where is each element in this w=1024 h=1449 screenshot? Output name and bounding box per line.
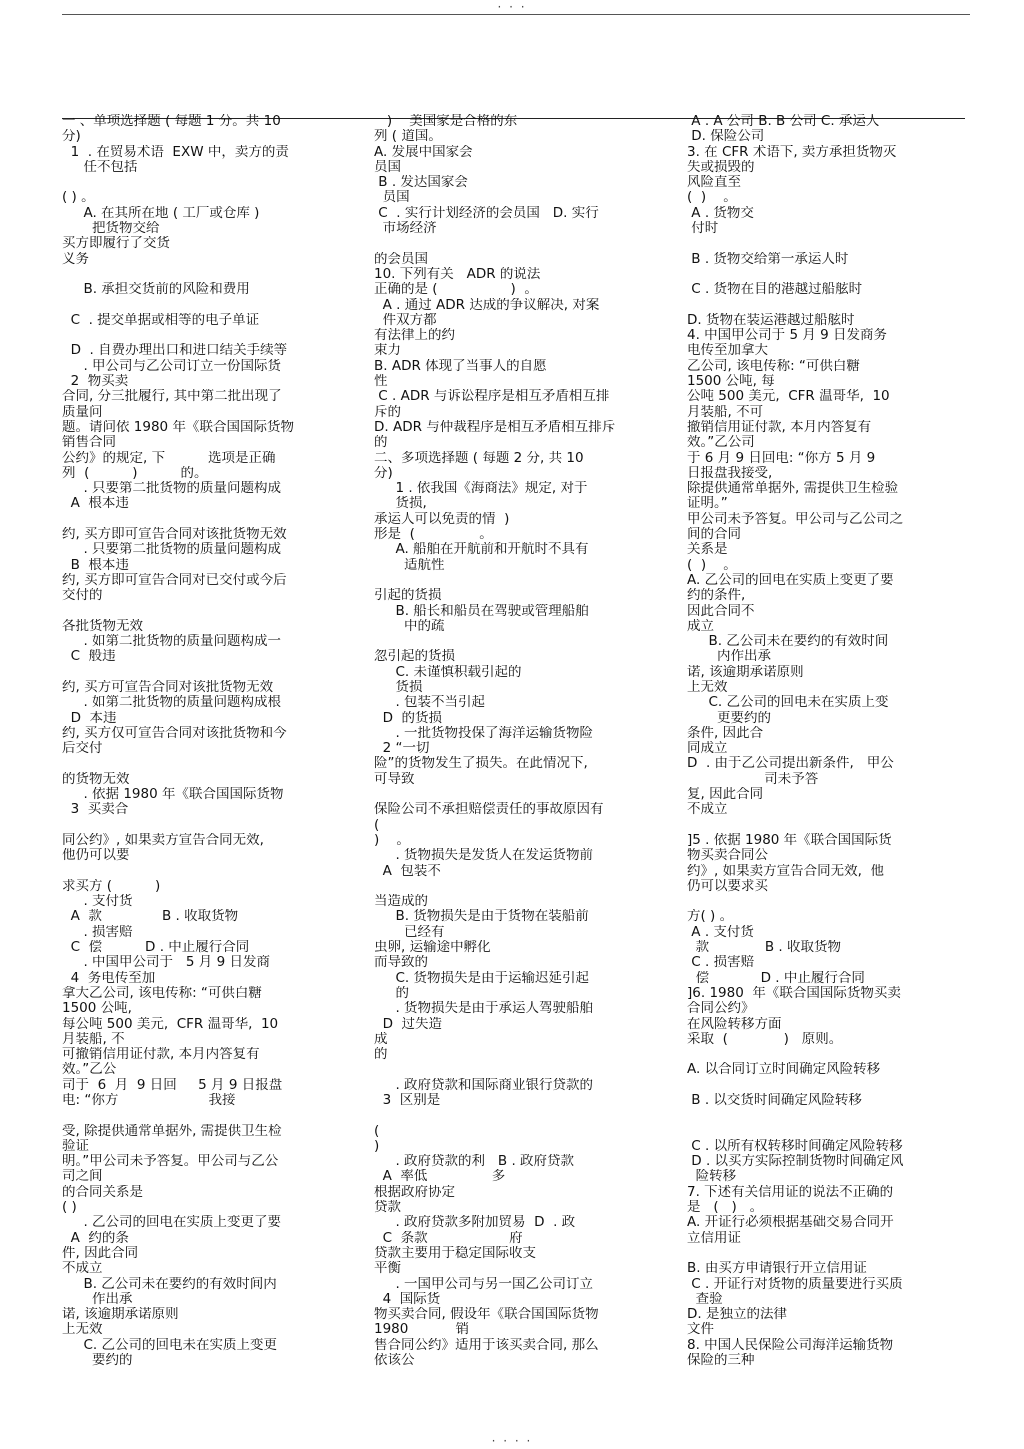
text-line bbox=[374, 236, 668, 251]
text-line: . 支付货 bbox=[62, 894, 133, 910]
text-line: 仍可以要求买 bbox=[687, 878, 768, 894]
text-line: 后交付 bbox=[62, 741, 103, 757]
text-line: ( bbox=[374, 817, 380, 833]
text-line: . 包装不当引起 bbox=[374, 695, 486, 711]
text-line: B. 乙公司未在要约的有效时间 bbox=[687, 634, 889, 650]
text-line: A 约的条 bbox=[62, 1230, 129, 1246]
text-line: 受, 除提供通常单据外, 需提供卫生检 bbox=[62, 1123, 282, 1139]
text-line: . 只要第二批货物的质量问题构成 bbox=[62, 542, 282, 558]
text-line: . 一国甲公司与另一国乙公司订立 bbox=[374, 1276, 594, 1292]
text-line: 的会员国 bbox=[374, 251, 428, 267]
text-line: 当造成的 bbox=[374, 894, 428, 910]
text-line: 效。”乙公 bbox=[62, 1062, 117, 1078]
text-line: 斥的 bbox=[374, 404, 401, 420]
text-line bbox=[687, 1047, 970, 1062]
text-line: C . 以所有权转移时间确定风险转移 bbox=[687, 1138, 903, 1154]
text-line: . 如第二批货物的质量问题构成根 bbox=[62, 695, 282, 711]
text-line: . 货物损失是由于承运人驾驶船舶 bbox=[374, 1001, 594, 1017]
text-line: 约的条件, bbox=[687, 588, 746, 604]
text-line: D 本违 bbox=[62, 710, 117, 726]
column-middle bbox=[374, 114, 668, 1368]
text-line: 日报盘我接受, bbox=[687, 465, 773, 481]
text-line: 约, 买方仅可宣告合同对该批货物和今 bbox=[62, 725, 287, 741]
text-line: 束力 bbox=[374, 343, 401, 359]
text-line: 复, 因此合同 bbox=[687, 787, 764, 803]
text-line: D. 是独立的法律 bbox=[687, 1307, 787, 1323]
text-line: 查验 bbox=[687, 1291, 723, 1307]
text-line: B. 由买方申请银行开立信用证 bbox=[687, 1261, 867, 1277]
text-line: ( ) 。 bbox=[687, 190, 737, 206]
text-line: 引起的货损 bbox=[374, 588, 442, 604]
text-line: D. 保险公司 bbox=[687, 129, 765, 145]
text-line: 明。”甲公司未予答复。甲公司与乙公 bbox=[62, 1154, 279, 1170]
text-line: 3. 在 CFR 术语下, 卖方承担货物灭 bbox=[687, 144, 897, 160]
text-line: 任不包括 bbox=[62, 159, 138, 175]
text-line: C. 货物损失是由于运输迟延引起 bbox=[374, 970, 589, 986]
text-line: 售合同公约》适用于该买卖合同, 那么 bbox=[374, 1337, 599, 1353]
text-line: D. ADR 与仲裁程序是相互矛盾相互排斥 bbox=[374, 419, 616, 435]
text-line bbox=[687, 1108, 970, 1123]
text-line: 保险的三种 bbox=[687, 1353, 755, 1369]
text-line: 险转移 bbox=[687, 1169, 737, 1185]
text-line: B. 货物损失是由于货物在装船前 bbox=[374, 909, 589, 925]
text-line: 内作出承 bbox=[687, 649, 772, 665]
text-line: 性 bbox=[374, 374, 388, 390]
text-line: ( ) 。 bbox=[62, 190, 95, 206]
text-line: ( ) bbox=[62, 1200, 77, 1216]
text-line: 成 bbox=[374, 1031, 388, 1047]
text-line: C 偿 D . 中止履行合同 bbox=[62, 940, 250, 956]
text-line bbox=[62, 864, 357, 879]
text-line: 公吨 500 美元, CFR 温哥华, 10 bbox=[687, 389, 890, 405]
text-line: 约, 买方即可宣告合同对该批货物无效 bbox=[62, 527, 287, 543]
text-line: B. ADR 体现了当事人的自愿 bbox=[374, 358, 547, 374]
text-line: 列 ( ) 的。 bbox=[62, 465, 208, 481]
text-line: . 政府贷款和国际商业银行贷款的 bbox=[374, 1077, 594, 1093]
text-line: 义务 bbox=[62, 251, 89, 267]
text-line: C. 乙公司的回电未在实质上变 bbox=[687, 695, 889, 711]
text-line: 约, 买方可宣告合同对该批货物无效 bbox=[62, 679, 274, 695]
text-line: C . 提交单据或相等的电子单证 bbox=[62, 312, 260, 328]
header-rule bbox=[62, 14, 970, 15]
text-line: 的货物无效 bbox=[62, 771, 130, 787]
text-line bbox=[62, 818, 357, 833]
text-line: 根据政府协定 bbox=[374, 1184, 455, 1200]
text-line: 依该公 bbox=[374, 1353, 415, 1369]
text-line: 有法律上的约 bbox=[374, 328, 455, 344]
text-line: 1500 公吨, 每 bbox=[687, 374, 775, 390]
text-line: 适航性 bbox=[374, 557, 445, 573]
text-line bbox=[687, 1124, 970, 1139]
text-line bbox=[687, 894, 970, 909]
text-line: 各批货物无效 bbox=[62, 618, 143, 634]
text-line: C 般违 bbox=[62, 649, 116, 665]
text-line bbox=[62, 328, 357, 343]
text-line: . 甲公司与乙公司订立一份国际货 bbox=[62, 358, 282, 374]
text-line bbox=[62, 604, 357, 619]
text-line: 保险公司不承担赔偿责任的事故原因有 bbox=[374, 802, 604, 818]
text-line: 一 、单项选择题 ( 每题 1 分。共 10 bbox=[62, 114, 281, 129]
text-line: 条件, 因此合 bbox=[687, 725, 764, 741]
text-line: 2 “一切 bbox=[374, 741, 430, 757]
text-line: 10. 下列有关 ADR 的说法 bbox=[374, 266, 541, 282]
text-line: 款 B . 收取货物 bbox=[687, 940, 842, 956]
text-line: 司之间 bbox=[62, 1169, 103, 1185]
text-line: 可导致 bbox=[374, 771, 415, 787]
text-line: C 条款 府 bbox=[374, 1230, 523, 1246]
text-line bbox=[62, 756, 357, 771]
text-line: 中的疏 bbox=[374, 618, 445, 634]
header-dots: · · · bbox=[497, 0, 527, 14]
text-line bbox=[62, 512, 357, 527]
text-line: 合同公约》 bbox=[687, 1001, 755, 1017]
text-line: 分) bbox=[62, 129, 81, 145]
text-line: 已经有 bbox=[374, 924, 445, 940]
text-line: 分) bbox=[374, 465, 393, 481]
text-line bbox=[687, 818, 970, 833]
text-line: 买方即履行了交货 bbox=[62, 236, 170, 252]
text-line: 验证 bbox=[62, 1138, 89, 1154]
text-line: 7. 下述有关信用证的说法不正确的 bbox=[687, 1184, 894, 1200]
text-line: 作出承 bbox=[62, 1291, 133, 1307]
text-line bbox=[374, 1062, 668, 1077]
text-line: 关系是 bbox=[687, 542, 728, 558]
text-line: 付时 bbox=[687, 221, 719, 237]
text-line: 采取 ( ) 原则。 bbox=[687, 1031, 843, 1047]
text-line: 电: “你方 我接 bbox=[62, 1093, 236, 1108]
text-line: 贷款主要用于稳定国际收支 bbox=[374, 1245, 536, 1261]
text-line: 形是 ( 。 bbox=[374, 527, 493, 543]
text-line bbox=[687, 1246, 970, 1261]
text-line: A. 发展中国家会 bbox=[374, 144, 473, 160]
text-line: 把货物交给 bbox=[62, 221, 160, 237]
text-line: 诺, 该逾期承诺原则 bbox=[687, 664, 804, 680]
text-line: 件双方都 bbox=[374, 312, 437, 328]
text-line: A . 货物交 bbox=[687, 205, 754, 221]
text-line: B . 以交货时间确定风险转移 bbox=[687, 1093, 862, 1108]
text-line: ) 。 bbox=[374, 832, 410, 848]
text-line bbox=[62, 665, 357, 680]
text-line: 求买方 ( ) bbox=[62, 878, 161, 894]
text-line bbox=[687, 298, 970, 313]
text-line: . 一批货物投保了海洋运输货物险 bbox=[374, 725, 594, 741]
text-line: 方( ) 。 bbox=[687, 909, 734, 925]
text-line: 他仍可以要 bbox=[62, 848, 130, 864]
text-line: 更要约的 bbox=[687, 710, 772, 726]
text-line: C. 乙公司的回电未在实质上变更 bbox=[62, 1337, 277, 1353]
text-line: 承运人可以免责的情 ) bbox=[374, 511, 510, 527]
text-line: . 货物损失是发货人在发运货物前 bbox=[374, 848, 594, 864]
text-line: 不成立 bbox=[62, 1261, 103, 1277]
text-line: 1500 公吨, bbox=[62, 1001, 132, 1017]
text-line: A. 以合同订立时间确定风险转移 bbox=[687, 1062, 881, 1078]
text-line: D. 货物在装运港越过船舷时 bbox=[687, 312, 855, 328]
text-line bbox=[62, 175, 357, 190]
text-line: C. 未谨慎积载引起的 bbox=[374, 664, 522, 680]
text-line: 公约》的规定, 下 选项是正确 bbox=[62, 450, 276, 466]
text-line: 甲公司未予答复。甲公司与乙公司之 bbox=[687, 511, 903, 527]
text-line: 间的合同 bbox=[687, 527, 741, 543]
text-line: C . 实行计划经济的会员国 D. 实行 bbox=[374, 205, 599, 221]
text-line: 物买卖合同, 假设年《联合国国际货物 bbox=[374, 1307, 599, 1323]
text-line: D 过失造 bbox=[374, 1016, 443, 1032]
text-line bbox=[62, 1108, 357, 1123]
text-line: 平衡 bbox=[374, 1261, 401, 1277]
text-line: 同公约》, 如果卖方宣告合同无效, bbox=[62, 832, 264, 848]
text-line: 上无效 bbox=[62, 1322, 103, 1338]
text-line: B . 货物交给第一承运人时 bbox=[687, 251, 849, 267]
text-line: 是 ( ) 。 bbox=[687, 1200, 764, 1216]
text-line: B. 乙公司未在要约的有效时间内 bbox=[62, 1276, 277, 1292]
text-line: 不成立 bbox=[687, 802, 728, 818]
text-line: 成立 bbox=[687, 618, 714, 634]
text-line: 效。”乙公司 bbox=[687, 435, 755, 451]
text-line: A . A 公司 B. B 公司 C. 承运人 bbox=[687, 114, 880, 129]
text-line: A 款 B . 收取货物 bbox=[62, 909, 239, 925]
text-line: C . ADR 与诉讼程序是相互矛盾相互排 bbox=[374, 389, 610, 405]
text-line: B. 船长和船员在驾驶或管理船舶 bbox=[374, 603, 589, 619]
text-line: . 如第二批货物的质量问题构成一 bbox=[62, 634, 282, 650]
text-line: 约》, 如果卖方宣告合同无效, 他 bbox=[687, 863, 884, 879]
text-line: 3 区别是 bbox=[374, 1093, 441, 1108]
text-line: 员国 bbox=[374, 159, 401, 175]
text-line: 除提供通常单据外, 需提供卫生检验 bbox=[687, 481, 899, 497]
text-line: 因此合同不 bbox=[687, 603, 755, 619]
text-line: 立信用证 bbox=[687, 1230, 741, 1246]
text-line: 市场经济 bbox=[374, 221, 437, 237]
text-line: 销售合同 bbox=[62, 435, 116, 451]
text-line: 正确的是 ( ) 。 bbox=[374, 282, 538, 298]
text-line: A. 船舶在开航前和开航时不具有 bbox=[374, 542, 589, 558]
text-line: 列 ( 道国。 bbox=[374, 129, 442, 145]
text-line: D . 以买方实际控制货物时间确定风 bbox=[687, 1154, 904, 1170]
text-line: 险”的货物发生了损失。在此情况下, bbox=[374, 756, 588, 772]
text-line bbox=[374, 634, 668, 649]
text-line: 贷款 bbox=[374, 1200, 401, 1216]
text-line: A. 在其所在地 ( 工厂或仓库 ) bbox=[62, 205, 260, 221]
text-line: B 根本违 bbox=[62, 557, 129, 573]
text-line: 合同, 分三批履行, 其中第二批出现了 bbox=[62, 389, 282, 405]
text-line bbox=[687, 1078, 970, 1093]
text-line: ) 美国家是合格的东 bbox=[374, 114, 518, 129]
text-line: C . 货物在目的港越过船舷时 bbox=[687, 282, 863, 298]
text-line bbox=[374, 573, 668, 588]
text-line: 的 bbox=[374, 435, 388, 451]
text-line: 乙公司, 该电传称: “可供白糖 bbox=[687, 358, 860, 374]
text-line: . 乙公司的回电在实质上变更了要 bbox=[62, 1215, 282, 1231]
text-line: 可撤销信用证付款, 本月内答复有 bbox=[62, 1047, 260, 1063]
text-line: 失或损毁的 bbox=[687, 159, 755, 175]
text-line: 物买卖合同公 bbox=[687, 848, 768, 864]
text-line: 在风险转移方面 bbox=[687, 1016, 782, 1032]
text-line: ]6. 1980 年《联合国国际货物买卖 bbox=[687, 985, 901, 1001]
text-line: D . 由于乙公司提出新条件, 甲公 bbox=[687, 756, 894, 772]
text-line bbox=[374, 1108, 668, 1123]
text-line: 同成立 bbox=[687, 741, 728, 757]
text-line: 电传至加拿大 bbox=[687, 343, 768, 359]
text-line: 1980 销 bbox=[374, 1322, 470, 1338]
text-line: 题。请问依 1980 年《联合国国际货物 bbox=[62, 419, 294, 435]
text-line: 诺, 该逾期承诺原则 bbox=[62, 1307, 179, 1323]
footer-dots: · · · · bbox=[491, 1434, 533, 1448]
text-line: B . 发达国家会 bbox=[374, 175, 468, 191]
text-line: 的合同关系是 bbox=[62, 1184, 143, 1200]
text-line: C . 损害赔 bbox=[687, 955, 755, 971]
text-line: . 只要第二批货物的质量问题构成 bbox=[62, 481, 282, 497]
text-line: ( ) 。 bbox=[687, 557, 737, 573]
text-line: 约, 买方即可宣告合同对已交付或今后 bbox=[62, 572, 287, 588]
text-line bbox=[62, 298, 357, 313]
text-line: 3 买卖合 bbox=[62, 802, 129, 818]
text-line: 件, 因此合同 bbox=[62, 1245, 139, 1261]
text-line: 每公吨 500 美元, CFR 温哥华, 10 bbox=[62, 1016, 279, 1032]
text-line: D . 自费办理出口和进口结关手续等 bbox=[62, 343, 288, 359]
text-line: D 的货损 bbox=[374, 710, 443, 726]
text-line: A 率低 多 bbox=[374, 1169, 506, 1185]
text-line bbox=[62, 267, 357, 282]
text-line: . 政府贷款多附加贸易 D . 政 bbox=[374, 1215, 576, 1231]
text-line: 忽引起的货损 bbox=[374, 649, 455, 665]
text-line bbox=[374, 787, 668, 802]
text-line bbox=[687, 267, 970, 282]
text-line: 证明。” bbox=[687, 496, 728, 512]
text-line: A . 通过 ADR 达成的争议解决, 对案 bbox=[374, 297, 600, 313]
text-line: A. 乙公司的回电在实质上变更了要 bbox=[687, 572, 894, 588]
text-line: 月装船, 不可 bbox=[687, 404, 764, 420]
text-line bbox=[374, 879, 668, 894]
text-line: . 依据 1980 年《联合国国际货物 bbox=[62, 787, 284, 803]
text-line: ) bbox=[374, 1138, 380, 1154]
text-line: 虫卵, 运输途中孵化 bbox=[374, 940, 491, 956]
text-line: 员国 bbox=[374, 190, 410, 206]
text-line: 而导致的 bbox=[374, 955, 428, 971]
text-line: ( bbox=[374, 1123, 380, 1139]
text-line: 撤销信用证付款, 本月内答复有 bbox=[687, 419, 872, 435]
column-left bbox=[62, 114, 357, 1368]
text-line: 货损, bbox=[374, 496, 427, 512]
text-line: A . 支付货 bbox=[687, 924, 754, 940]
text-line: 司未予答 bbox=[687, 771, 819, 787]
text-line: 二、多项选择题 ( 每题 2 分, 共 10 bbox=[374, 450, 584, 466]
text-line: 文件 bbox=[687, 1322, 714, 1338]
text-line: 风险直至 bbox=[687, 175, 741, 191]
text-line: 4 国际货 bbox=[374, 1291, 441, 1307]
text-line: 4. 中国甲公司于 5 月 9 日发商务 bbox=[687, 328, 888, 344]
text-line: . 政府贷款的利 B . 政府贷款 bbox=[374, 1154, 575, 1170]
text-line: 月装船, 不 bbox=[62, 1031, 125, 1047]
text-line: 要约的 bbox=[62, 1353, 133, 1369]
text-line: 上无效 bbox=[687, 679, 728, 695]
text-line: . 中国甲公司于 5 月 9 日发商 bbox=[62, 955, 270, 971]
text-line: 偿 D . 中止履行合同 bbox=[687, 970, 865, 986]
text-line: ]5 . 依据 1980 年《联合国国际货 bbox=[687, 832, 892, 848]
column-right bbox=[687, 114, 970, 1368]
text-line: 司于 6 月 9 日回 5 月 9 日报盘 bbox=[62, 1077, 283, 1093]
text-line: A 根本违 bbox=[62, 496, 129, 512]
text-line: 4 务电传至加 bbox=[62, 970, 156, 986]
text-line: 交付的 bbox=[62, 588, 103, 604]
text-line bbox=[687, 236, 970, 251]
text-line: B. 承担交货前的风险和费用 bbox=[62, 282, 250, 298]
text-line: 质量问 bbox=[62, 404, 103, 420]
text-line: 于 6 月 9 日回电: “你方 5 月 9 bbox=[687, 450, 876, 466]
text-line: A 包装不 bbox=[374, 863, 441, 879]
text-line: C . 开证行对货物的质量要进行买质 bbox=[687, 1276, 903, 1292]
text-line: 货损 bbox=[374, 679, 423, 695]
text-line: 拿大乙公司, 该电传称: “可供白糖 bbox=[62, 985, 262, 1001]
text-line: A. 开证行必须根据基础交易合同开 bbox=[687, 1215, 894, 1231]
text-line: 的 bbox=[374, 985, 409, 1001]
text-line: 1 . 依我国《海商法》规定, 对于 bbox=[374, 481, 588, 497]
text-line: 1 . 在贸易术语 EXW 中，卖方的责 bbox=[62, 144, 289, 160]
text-line: 2 物买卖 bbox=[62, 374, 129, 390]
text-line: . 损害赔 bbox=[62, 924, 133, 940]
text-line: 的 bbox=[374, 1047, 388, 1063]
text-line: 8. 中国人民保险公司海洋运输货物 bbox=[687, 1337, 894, 1353]
